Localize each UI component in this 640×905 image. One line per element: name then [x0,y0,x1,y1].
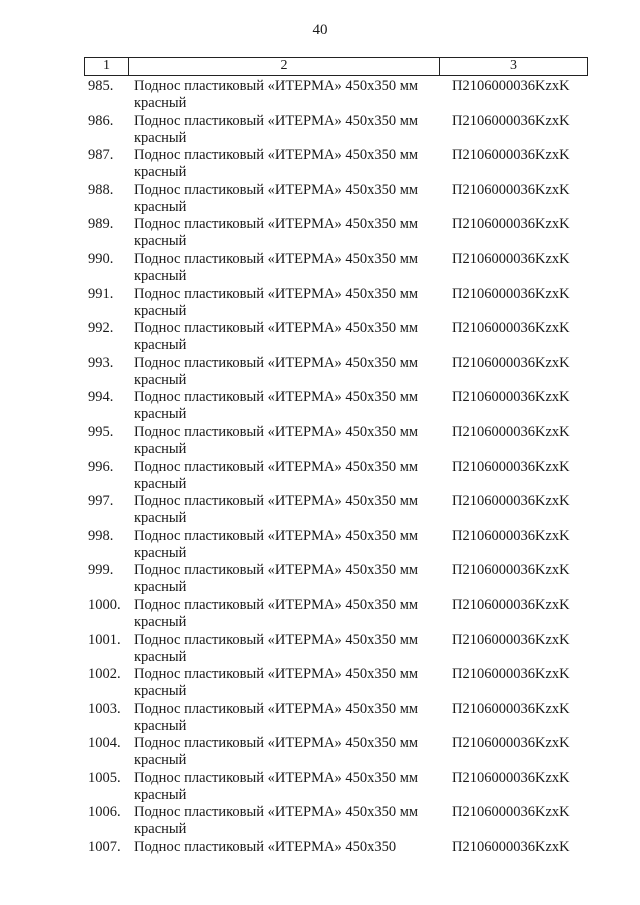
row-number: 991. [88,285,114,302]
row-number: 993. [88,354,114,371]
table-row [84,630,588,665]
table-row [84,284,588,319]
item-name: Поднос пластиковый «ИТЕРМА» 450x350 [134,839,397,856]
item-name: Поднос пластиковый «ИТЕРМА» 450x350 мм красный [134,250,419,284]
table-row [84,214,588,249]
item-name: Поднос пластиковый «ИТЕРМА» 450x350 мм красный [134,631,419,665]
item-code: П2106000036KzxK [452,458,570,475]
item-name: Поднос пластиковый «ИТЕРМА» 450x350 мм красный [134,562,419,596]
item-code: П2106000036KzxK [452,320,570,337]
row-number: 990. [88,250,114,267]
row-number: 1003. [88,700,121,717]
item-code: П2106000036KzxK [452,493,570,510]
item-code: П2106000036KzxK [452,250,570,267]
item-name: Поднос пластиковый «ИТЕРМА» 450x350 мм красный [134,285,419,319]
item-code: П2106000036KzxK [452,631,570,648]
item-code: П2106000036KzxK [452,181,570,198]
table-header-row [84,57,588,76]
table-row [84,145,588,180]
item-name: Поднос пластиковый «ИТЕРМА» 450x350 мм красный [134,493,419,527]
item-code: П2106000036KzxK [452,78,570,94]
row-number: 1001. [88,631,121,648]
item-code: П2106000036KzxK [452,423,570,440]
item-name: Поднос пластиковый «ИТЕРМА» 450x350 мм красный [134,320,419,354]
table-row [84,422,588,457]
item-code: П2106000036KzxK [452,804,570,821]
item-name: Поднос пластиковый «ИТЕРМА» 450x350 мм красный [134,804,419,838]
table-row [84,353,588,388]
item-code: П2106000036KzxK [452,839,570,856]
table-row [84,249,588,284]
item-code: П2106000036KzxK [452,562,570,579]
table-row [84,837,588,872]
item-code: П2106000036KzxK [452,389,570,406]
table-row [84,111,588,146]
item-code: П2106000036KzxK [452,666,570,683]
item-code: П2106000036KzxK [452,285,570,302]
row-number: 1004. [88,735,121,752]
item-code: П2106000036KzxK [452,700,570,717]
item-name: Поднос пластиковый «ИТЕРМА» 450x350 мм красный [134,112,419,146]
item-code: П2106000036KzxK [452,112,570,129]
item-name: Поднос пластиковый «ИТЕРМА» 450x350 мм красный [134,354,419,388]
item-name: Поднос пластиковый «ИТЕРМА» 450x350 мм красный [134,458,419,492]
row-number: 985. [88,78,114,94]
table-row [84,491,588,526]
item-name: Поднос пластиковый «ИТЕРМА» 450x350 мм красный [134,527,419,561]
item-name: Поднос пластиковый «ИТЕРМА» 450x350 мм красный [134,78,419,111]
row-number: 994. [88,389,114,406]
row-number: 986. [88,112,114,129]
table-row [84,180,588,215]
table-body [84,76,588,872]
row-number: 995. [88,423,114,440]
table-row [84,76,588,111]
item-name: Поднос пластиковый «ИТЕРМА» 450x350 мм красный [134,769,419,803]
item-code: П2106000036KzxK [452,216,570,233]
table-row [84,699,588,734]
table-row [84,768,588,803]
item-name: Поднос пластиковый «ИТЕРМА» 450x350 мм красный [134,181,419,215]
item-name: Поднос пластиковый «ИТЕРМА» 450x350 мм красный [134,666,419,700]
header-cell-2: 2 [129,58,440,75]
item-code: П2106000036KzxK [452,769,570,786]
item-name: Поднос пластиковый «ИТЕРМА» 450x350 мм красный [134,216,419,250]
table-row [84,318,588,353]
table-row [84,664,588,699]
header-cell-3: 3 [510,58,517,73]
page-number: 40 [312,22,328,38]
row-number: 996. [88,458,114,475]
table-row [84,595,588,630]
row-number: 1006. [88,804,121,821]
table-row [84,526,588,561]
row-number: 1007. [88,839,121,856]
table-row [84,457,588,492]
table-row [84,802,588,837]
item-name: Поднос пластиковый «ИТЕРМА» 450x350 мм красный [134,147,419,181]
item-code: П2106000036KzxK [452,147,570,164]
row-number: 997. [88,493,114,510]
item-code: П2106000036KzxK [452,527,570,544]
item-name: Поднос пластиковый «ИТЕРМА» 450x350 мм красный [134,735,419,769]
table-row [84,387,588,422]
item-name: Поднос пластиковый «ИТЕРМА» 450x350 мм красный [134,596,419,630]
row-number: 987. [88,147,114,164]
item-name: Поднос пластиковый «ИТЕРМА» 450x350 мм красный [134,700,419,734]
row-number: 988. [88,181,114,198]
item-name: Поднос пластиковый «ИТЕРМА» 450x350 мм красный [134,389,419,423]
item-code: П2106000036KzxK [452,735,570,752]
row-number: 992. [88,320,114,337]
item-name: Поднос пластиковый «ИТЕРМА» 450x350 мм красный [134,423,419,457]
row-number: 1000. [88,596,121,613]
row-number: 1002. [88,666,121,683]
item-code: П2106000036KzxK [452,596,570,613]
row-number: 989. [88,216,114,233]
header-cell-1: 1 [85,58,129,75]
row-number: 998. [88,527,114,544]
row-number: 1005. [88,769,121,786]
table-row [84,733,588,768]
items-table [84,57,588,872]
table-row [84,560,588,595]
item-code: П2106000036KzxK [452,354,570,371]
row-number: 999. [88,562,114,579]
